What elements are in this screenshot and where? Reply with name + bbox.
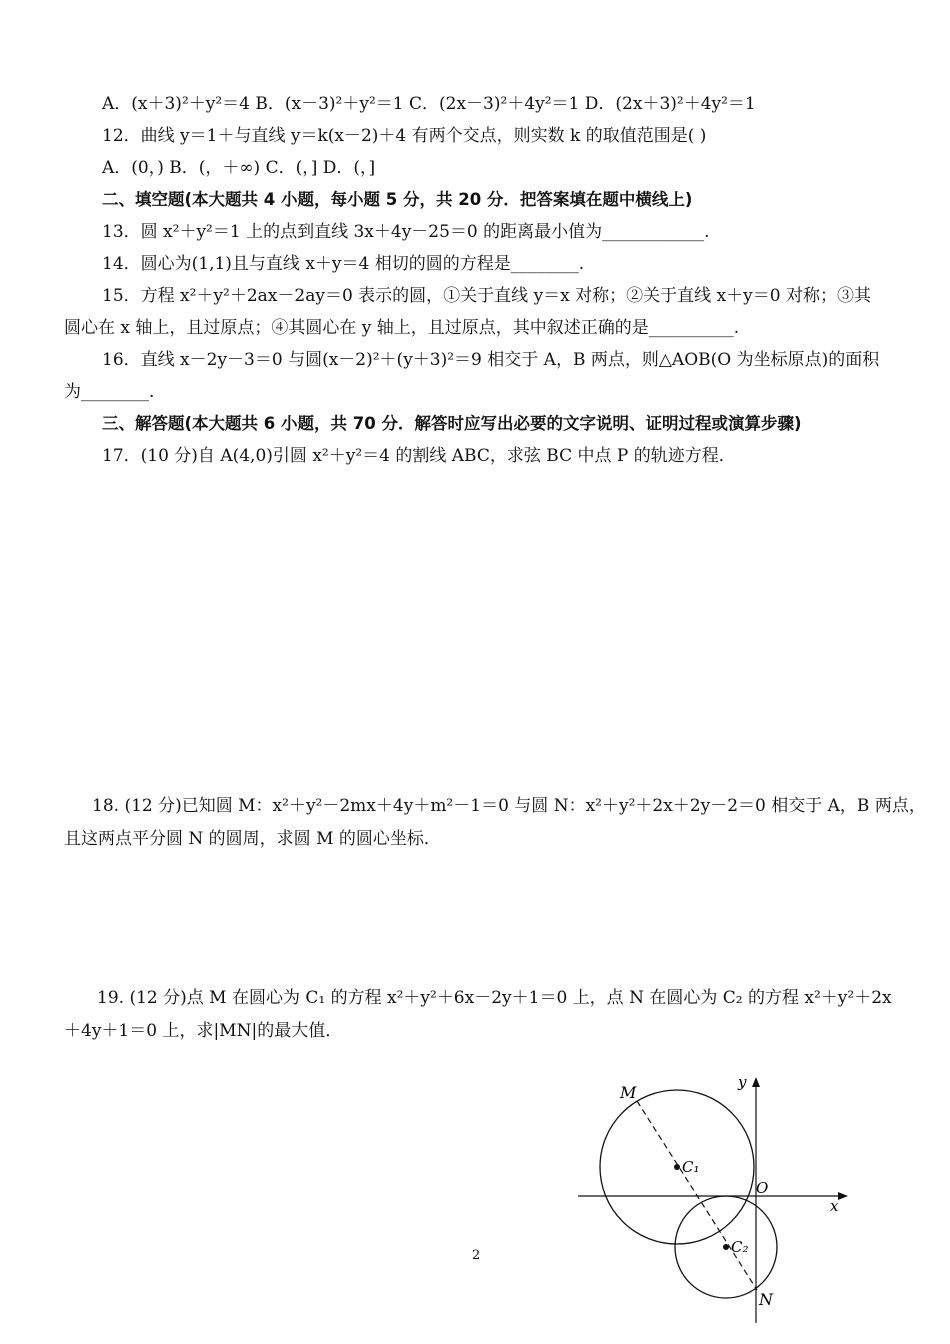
label-m: M <box>620 1083 637 1102</box>
c1-point <box>674 1164 680 1170</box>
x-axis-arrow <box>838 1192 848 1200</box>
q18-stem-line2: 且这两点平分圆 N 的圆周，求圆 M 的圆心坐标． <box>64 829 441 849</box>
q13-stem: 13．圆 x²＋y²＝1 上的点到直线 3x＋4y－25＝0 的距离最小值为____________. <box>102 222 710 242</box>
q17-stem: 17．(10 分)自 A(4,0)引圆 x²＋y²＝4 的割线 ABC，求弦 BC 中点 P 的轨迹方程． <box>102 446 736 466</box>
q18-stem-line1: 18. (12 分)已知圆 M：x²＋y²－2mx＋4y＋m²－1＝0 与圆 N：x²＋y²＋2x＋2y－2＝0 相交于 A，B 两点， <box>92 796 926 816</box>
q15-stem-line1: 15．方程 x²＋y²＋2ax－2ay＝0 表示的圆，①关于直线 y＝x 对称；②关于直线 x＋y＝0 对称；③其 <box>102 286 871 306</box>
section-fill-blank-heading: 二、填空题(本大题共 4 小题，每小题 5 分，共 20 分．把答案填在题中横线上) <box>102 190 693 209</box>
c2-point <box>723 1244 729 1250</box>
q16-stem-line1: 16．直线 x－2y－3＝0 与圆(x－2)²＋(y＋3)²＝9 相交于 A，B 两点，则△AOB(O 为坐标原点)的面积 <box>102 350 880 370</box>
q12-options: A．(0，) B．(，＋∞) C．(，] D．(，] <box>102 158 376 178</box>
q15-stem-line2: 圆心在 x 轴上，且过原点；④其圆心在 y 轴上，且过原点，其中叙述正确的是__________. <box>64 318 740 338</box>
label-x: x <box>830 1197 839 1215</box>
q16-stem-line2: 为________. <box>64 382 155 402</box>
label-c1: C₁ <box>682 1158 700 1176</box>
q11-options: A．(x＋3)²＋y²＝4 B．(x－3)²＋y²＝1 C．(2x－3)²＋4y²＝1 D．(2x＋3)²＋4y²＝1 <box>102 94 756 114</box>
two-circles-figure <box>560 1065 860 1325</box>
label-n: N <box>759 1290 773 1309</box>
label-y: y <box>738 1073 747 1091</box>
q19-stem-line2: ＋4y＋1＝0 上，求|MN|的最大值． <box>64 1021 343 1041</box>
q12-stem: 12．曲线 y＝1＋与直线 y＝k(x－2)＋4 有两个交点，则实数 k 的取值范围是( ) <box>102 126 707 146</box>
label-o: O <box>756 1179 769 1197</box>
page-number: 2 <box>472 1248 481 1263</box>
q14-stem: 14．圆心为(1,1)且与直线 x＋y＝4 相切的圆的方程是________. <box>102 254 585 274</box>
label-c2: C₂ <box>731 1238 749 1256</box>
q19-stem-line1: 19. (12 分)点 M 在圆心为 C₁ 的方程 x²＋y²＋6x－2y＋1＝0 上，点 N 在圆心为 C₂ 的方程 x²＋y²＋2x <box>97 988 892 1008</box>
section-answer-heading: 三、解答题(本大题共 6 小题，共 70 分．解答时应写出必要的文字说明、证明过程或演算步骤) <box>102 414 802 433</box>
y-axis-arrow <box>752 1077 760 1087</box>
